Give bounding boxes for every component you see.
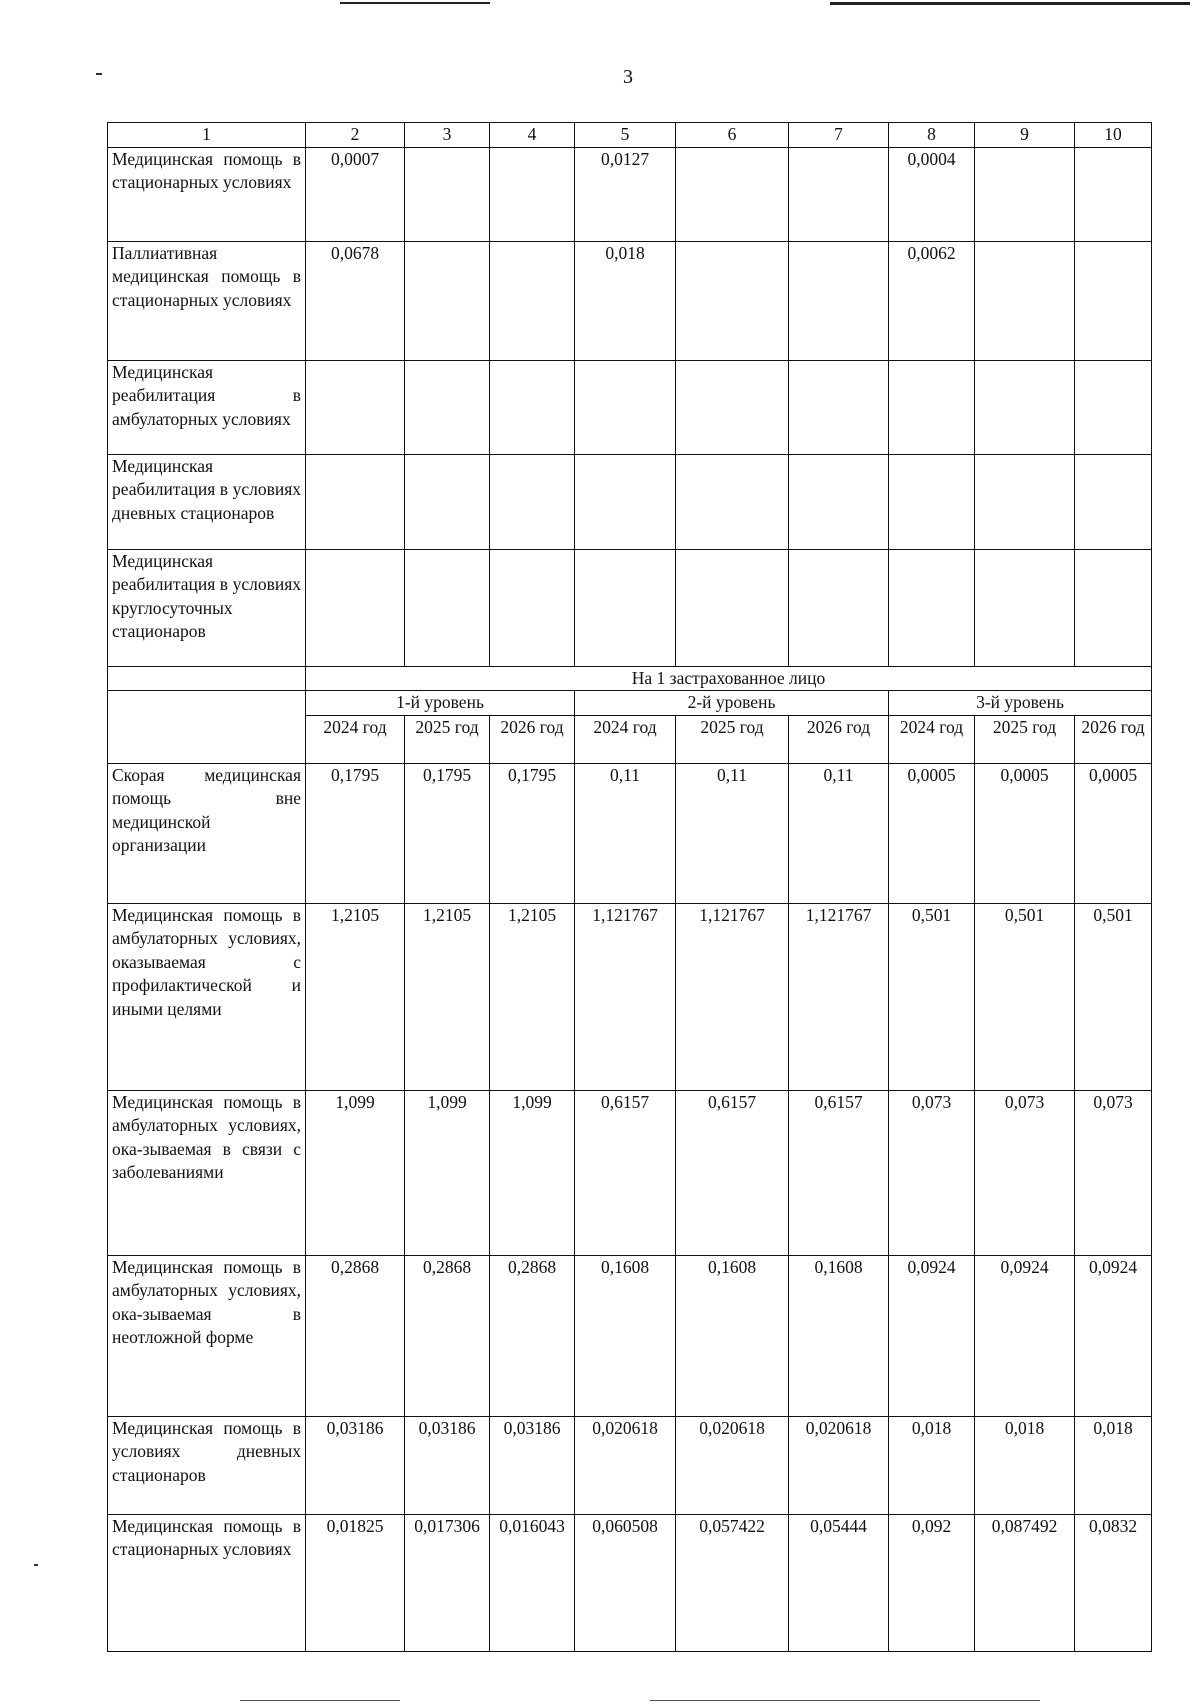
year-header: 2026 год <box>490 715 575 763</box>
table-cell: 0,01825 <box>306 1514 405 1651</box>
table-cell: 0,060508 <box>575 1514 676 1651</box>
row-label: Медицинская реабилитация в амбулаторных условиях <box>108 360 306 454</box>
table-cell: 0,020618 <box>676 1416 789 1514</box>
column-number: 8 <box>889 123 975 148</box>
table-cell: 0,2868 <box>306 1255 405 1416</box>
table-row <box>108 241 1152 360</box>
table-cell: 0,0924 <box>975 1255 1075 1416</box>
table-cell: 0,0127 <box>575 147 676 241</box>
table-cell: 0,6157 <box>676 1090 789 1255</box>
table-cell <box>405 241 490 360</box>
table-cell: 0,6157 <box>789 1090 889 1255</box>
table-cell: 1,2105 <box>306 903 405 1090</box>
column-number: 10 <box>1075 123 1152 148</box>
table-cell <box>306 549 405 666</box>
year-header: 2026 год <box>789 715 889 763</box>
table-cell <box>306 454 405 549</box>
table-cell: 0,501 <box>1075 903 1152 1090</box>
table-cell: 0,05444 <box>789 1514 889 1651</box>
table-cell <box>889 454 975 549</box>
table-cell <box>405 147 490 241</box>
year-header: 2024 год <box>575 715 676 763</box>
column-number-row <box>108 123 1152 148</box>
table-cell: 1,2105 <box>405 903 490 1090</box>
table-cell: 0,017306 <box>405 1514 490 1651</box>
scan-speck <box>96 73 102 75</box>
table-cell: 0,1608 <box>575 1255 676 1416</box>
column-number: 7 <box>789 123 889 148</box>
scan-top-line <box>830 2 1190 5</box>
table-cell: 0,018 <box>1075 1416 1152 1514</box>
year-header: 2025 год <box>975 715 1075 763</box>
table-cell: 0,501 <box>889 903 975 1090</box>
table-cell <box>575 549 676 666</box>
table-cell <box>405 454 490 549</box>
table-cell: 1,121767 <box>789 903 889 1090</box>
table-cell <box>1075 360 1152 454</box>
year-header: 2026 год <box>1075 715 1152 763</box>
table-cell <box>575 454 676 549</box>
table-cell: 0,03186 <box>405 1416 490 1514</box>
table-row <box>108 1090 1152 1255</box>
table-cell: 1,099 <box>306 1090 405 1255</box>
level-header-row <box>108 691 1152 716</box>
table-cell <box>490 360 575 454</box>
table-cell: 0,1795 <box>405 763 490 903</box>
table-cell: 0,092 <box>889 1514 975 1651</box>
row-label: Медицинская реабилитация в условиях круглосуточных стационаров <box>108 549 306 666</box>
table-cell <box>789 360 889 454</box>
row-label: Медицинская реабилитация в условиях дневных стационаров <box>108 454 306 549</box>
table-cell: 0,020618 <box>789 1416 889 1514</box>
column-number: 4 <box>490 123 575 148</box>
table-cell <box>405 549 490 666</box>
year-header: 2024 год <box>306 715 405 763</box>
table-cell <box>975 549 1075 666</box>
table-cell: 0,11 <box>789 763 889 903</box>
table-cell: 0,020618 <box>575 1416 676 1514</box>
table-cell: 1,121767 <box>676 903 789 1090</box>
row-label: Медицинская помощь в стационарных условиях <box>108 1514 306 1651</box>
year-header: 2025 год <box>405 715 490 763</box>
column-number: 6 <box>676 123 789 148</box>
table-cell: 0,0007 <box>306 147 405 241</box>
table-cell <box>1075 549 1152 666</box>
row-label: Медицинская помощь в амбулаторных условиях, оказываемая с профилактической и иными целями <box>108 903 306 1090</box>
table-cell: 0,2868 <box>490 1255 575 1416</box>
table-cell: 0,073 <box>975 1090 1075 1255</box>
table-cell: 0,1795 <box>490 763 575 903</box>
table-cell: 0,0005 <box>889 763 975 903</box>
table-cell: 0,016043 <box>490 1514 575 1651</box>
table-cell <box>490 147 575 241</box>
section-header: На 1 застрахованное лицо <box>306 666 1152 691</box>
table-cell <box>975 360 1075 454</box>
table-cell <box>676 241 789 360</box>
table-cell <box>1075 454 1152 549</box>
level-header: 1-й уровень <box>306 691 575 716</box>
table-cell: 0,057422 <box>676 1514 789 1651</box>
table-cell <box>676 454 789 549</box>
table-cell: 0,087492 <box>975 1514 1075 1651</box>
row-label: Паллиативная медицинская помощь в стационарных условиях <box>108 241 306 360</box>
row-label: Медицинская помощь в условиях дневных стационаров <box>108 1416 306 1514</box>
table-row <box>108 903 1152 1090</box>
table-cell <box>490 549 575 666</box>
table-row <box>108 1255 1152 1416</box>
table-cell <box>889 360 975 454</box>
table-cell <box>889 549 975 666</box>
table-row <box>108 147 1152 241</box>
table-cell: 0,073 <box>889 1090 975 1255</box>
table-cell <box>789 454 889 549</box>
table-cell: 0,0924 <box>1075 1255 1152 1416</box>
empty-cell <box>108 691 306 764</box>
table-cell: 1,121767 <box>575 903 676 1090</box>
table-cell: 0,03186 <box>490 1416 575 1514</box>
table-cell: 0,018 <box>975 1416 1075 1514</box>
level-header: 3-й уровень <box>889 691 1152 716</box>
row-label: Медицинская помощь в стационарных условиях <box>108 147 306 241</box>
scan-bottom-line <box>650 1700 1040 1701</box>
table-row <box>108 549 1152 666</box>
scan-top-line <box>340 2 490 4</box>
table-cell <box>490 454 575 549</box>
column-number: 2 <box>306 123 405 148</box>
column-number: 3 <box>405 123 490 148</box>
table-cell: 0,501 <box>975 903 1075 1090</box>
table-cell: 0,018 <box>889 1416 975 1514</box>
table-cell: 0,0924 <box>889 1255 975 1416</box>
table-cell <box>676 549 789 666</box>
table-cell <box>789 147 889 241</box>
empty-cell <box>108 666 306 691</box>
column-number: 1 <box>108 123 306 148</box>
table-cell: 0,11 <box>575 763 676 903</box>
table-row <box>108 763 1152 903</box>
table-cell: 0,018 <box>575 241 676 360</box>
row-label: Скорая медицинская помощь вне медицинской организации <box>108 763 306 903</box>
scan-bottom-line <box>240 1700 400 1701</box>
table-cell <box>1075 147 1152 241</box>
table-cell <box>306 360 405 454</box>
year-header: 2025 год <box>676 715 789 763</box>
table-cell: 1,099 <box>405 1090 490 1255</box>
table-cell <box>405 360 490 454</box>
section-header-row <box>108 666 1152 691</box>
level-header: 2-й уровень <box>575 691 889 716</box>
scan-speck <box>34 1564 38 1566</box>
table-cell: 0,6157 <box>575 1090 676 1255</box>
table-row <box>108 1416 1152 1514</box>
table-row <box>108 360 1152 454</box>
table-cell <box>575 360 676 454</box>
table-cell <box>490 241 575 360</box>
table-cell: 0,0004 <box>889 147 975 241</box>
table-cell <box>676 147 789 241</box>
table-cell: 0,11 <box>676 763 789 903</box>
data-table <box>107 122 1152 1652</box>
year-header: 2024 год <box>889 715 975 763</box>
table-cell: 0,0832 <box>1075 1514 1152 1651</box>
table-cell: 0,0005 <box>975 763 1075 903</box>
table-cell: 0,1608 <box>789 1255 889 1416</box>
page-number: 3 <box>623 66 633 88</box>
table-cell <box>975 454 1075 549</box>
table-cell: 0,073 <box>1075 1090 1152 1255</box>
table-cell: 0,1608 <box>676 1255 789 1416</box>
table-row <box>108 1514 1152 1651</box>
table-cell <box>975 241 1075 360</box>
table-cell: 0,0062 <box>889 241 975 360</box>
row-label: Медицинская помощь в амбулаторных условиях, ока-зываемая в неотложной форме <box>108 1255 306 1416</box>
row-label: Медицинская помощь в амбулаторных условиях, ока-зываемая в связи с заболеваниями <box>108 1090 306 1255</box>
table-row <box>108 454 1152 549</box>
table-cell <box>676 360 789 454</box>
column-number: 5 <box>575 123 676 148</box>
table-cell <box>789 549 889 666</box>
table-cell: 0,03186 <box>306 1416 405 1514</box>
column-number: 9 <box>975 123 1075 148</box>
table-cell <box>789 241 889 360</box>
table-cell: 0,2868 <box>405 1255 490 1416</box>
table-cell: 1,2105 <box>490 903 575 1090</box>
table-cell <box>1075 241 1152 360</box>
table-cell: 1,099 <box>490 1090 575 1255</box>
table-cell: 0,0005 <box>1075 763 1152 903</box>
table-cell <box>975 147 1075 241</box>
table-cell: 0,1795 <box>306 763 405 903</box>
table-cell: 0,0678 <box>306 241 405 360</box>
